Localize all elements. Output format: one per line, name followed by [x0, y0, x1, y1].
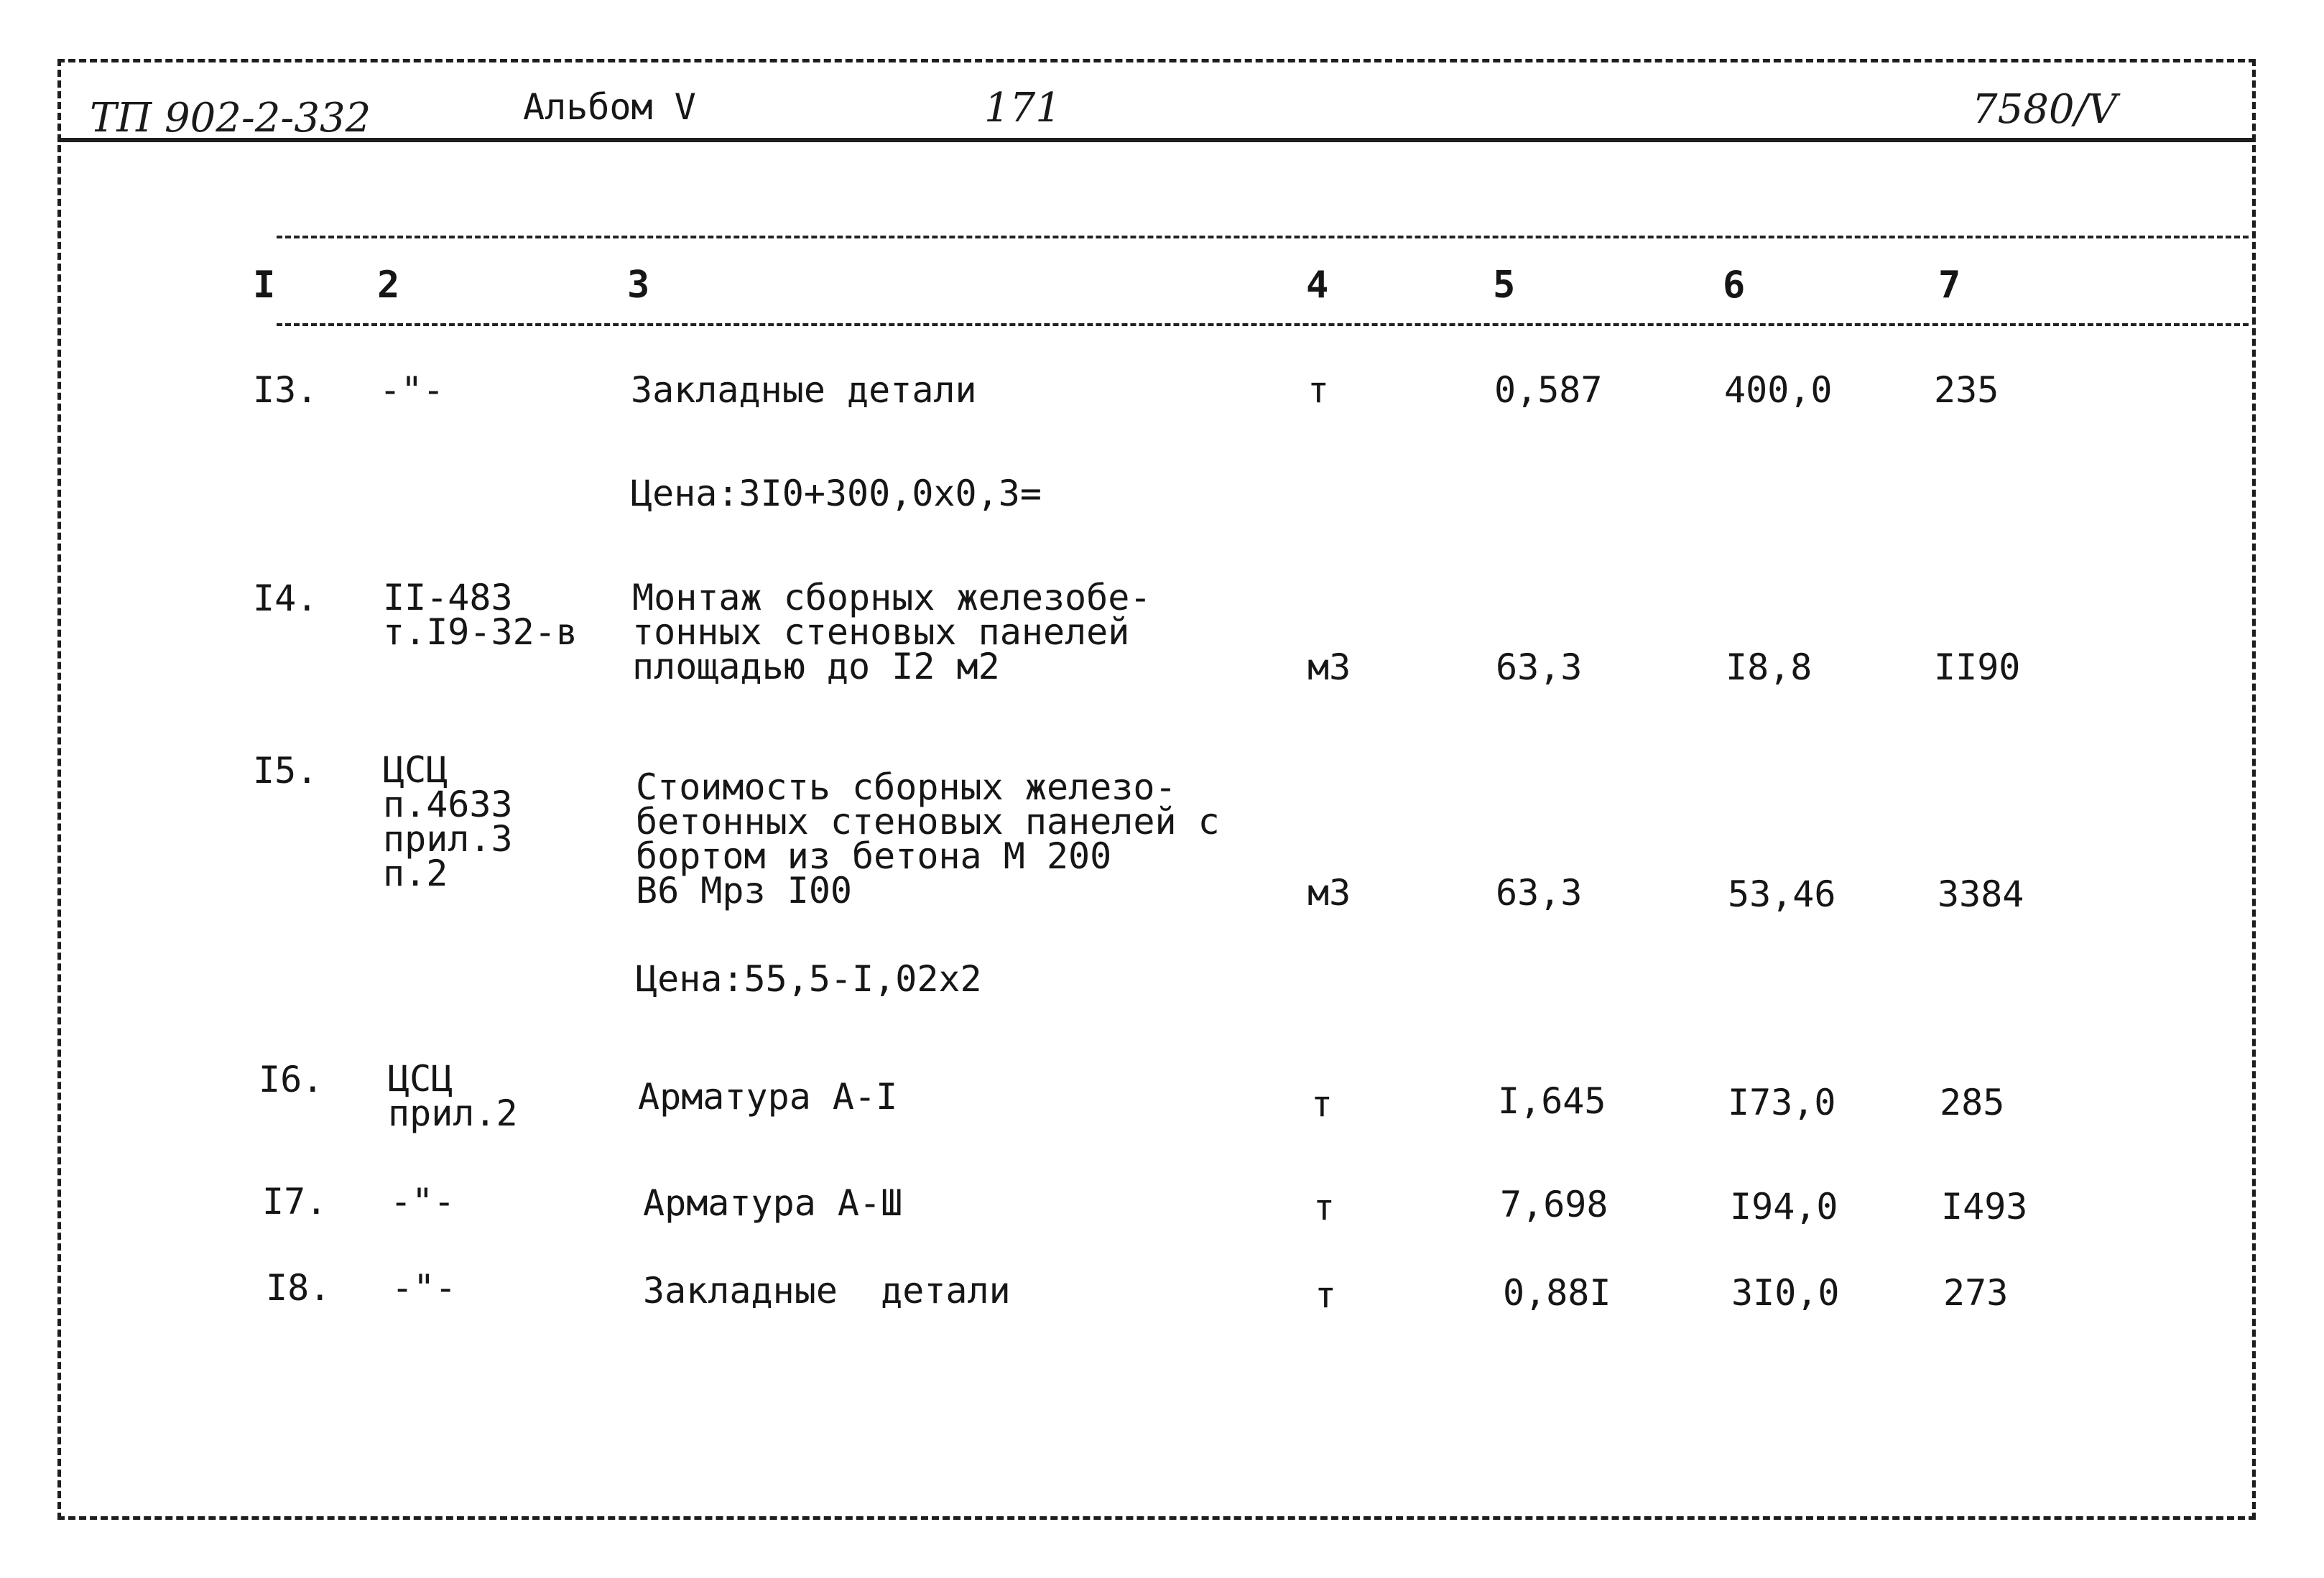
row-description: Арматура А-I	[638, 1076, 898, 1118]
row-unit: м3	[1307, 872, 1351, 914]
row-reference: ЦСЦ п.4633 прил.3 п.2	[383, 749, 513, 894]
row-unit-price: 53,46	[1728, 873, 1836, 915]
row-unit: м3	[1307, 646, 1351, 688]
row-unit-price: 3I0,0	[1731, 1272, 1840, 1314]
row-quantity: 63,3	[1496, 872, 1583, 914]
row-description: Стоимость сборных железо- бетонных стеновых панелей с бортом из бетона М 200 В6 Мрз I00	[636, 766, 1220, 911]
row-quantity: 0,587	[1494, 369, 1603, 411]
row-quantity: 63,3	[1496, 646, 1583, 688]
row-number: I6.	[259, 1059, 324, 1100]
row-unit-price: I73,0	[1728, 1082, 1836, 1123]
col-header-3: 3	[627, 264, 650, 307]
row-total: II90	[1934, 646, 2021, 688]
archive-number: 7580/V	[1972, 86, 2117, 133]
row-unit: т	[1313, 1187, 1335, 1228]
row-price-note: Цена:3I0+300,0х0,3=	[631, 473, 1042, 514]
row-reference: -"-	[379, 369, 445, 411]
row-price-note: Цена:55,5-I,02х2	[636, 958, 982, 1000]
col-header-2: 2	[377, 264, 400, 307]
row-description: Монтаж сборных железобе- тонных стеновых панелей площадью до I2 м2	[632, 577, 1152, 687]
row-number: I4.	[253, 577, 318, 619]
row-quantity: 7,698	[1500, 1184, 1608, 1225]
col-header-1: I	[253, 264, 276, 307]
col-header-6: 6	[1723, 264, 1746, 307]
row-total: 273	[1943, 1272, 2009, 1314]
row-reference: II-483 т.I9-32-в	[383, 577, 578, 653]
project-code: ТП 902-2-332	[90, 95, 371, 141]
row-description: Закладные детали	[643, 1270, 1011, 1312]
row-reference: ЦСЦ прил.2	[388, 1058, 518, 1134]
row-unit-price: I8,8	[1726, 646, 1813, 688]
row-number: I5.	[253, 750, 318, 792]
row-unit: т	[1315, 1274, 1337, 1316]
row-total: 3384	[1938, 873, 2024, 915]
row-unit: т	[1311, 1083, 1333, 1125]
row-reference: -"-	[390, 1181, 455, 1222]
row-number: I7.	[262, 1181, 328, 1222]
row-number: I8.	[266, 1267, 331, 1309]
row-unit-price: I94,0	[1730, 1186, 1838, 1227]
row-total: 235	[1934, 369, 1999, 411]
col-header-5: 5	[1493, 264, 1516, 307]
col-header-7: 7	[1938, 264, 1961, 307]
row-total: 285	[1940, 1082, 2005, 1123]
row-description: Арматура А-Ш	[643, 1182, 903, 1224]
row-unit: т	[1307, 369, 1330, 411]
row-total: I493	[1941, 1186, 2028, 1227]
col-header-4: 4	[1306, 264, 1329, 307]
header-rule	[57, 138, 2256, 142]
album-label: Альбом V	[523, 86, 696, 128]
row-reference: -"-	[392, 1267, 457, 1309]
row-number: I3.	[253, 369, 318, 411]
table-top-rule	[277, 236, 2249, 238]
table-header-rule	[277, 323, 2249, 326]
row-description: Закладные детали	[631, 369, 977, 411]
row-unit-price: 400,0	[1724, 369, 1833, 411]
row-quantity: 0,88I	[1503, 1272, 1611, 1314]
row-quantity: I,645	[1498, 1080, 1606, 1122]
page-number: 171	[984, 85, 1061, 131]
